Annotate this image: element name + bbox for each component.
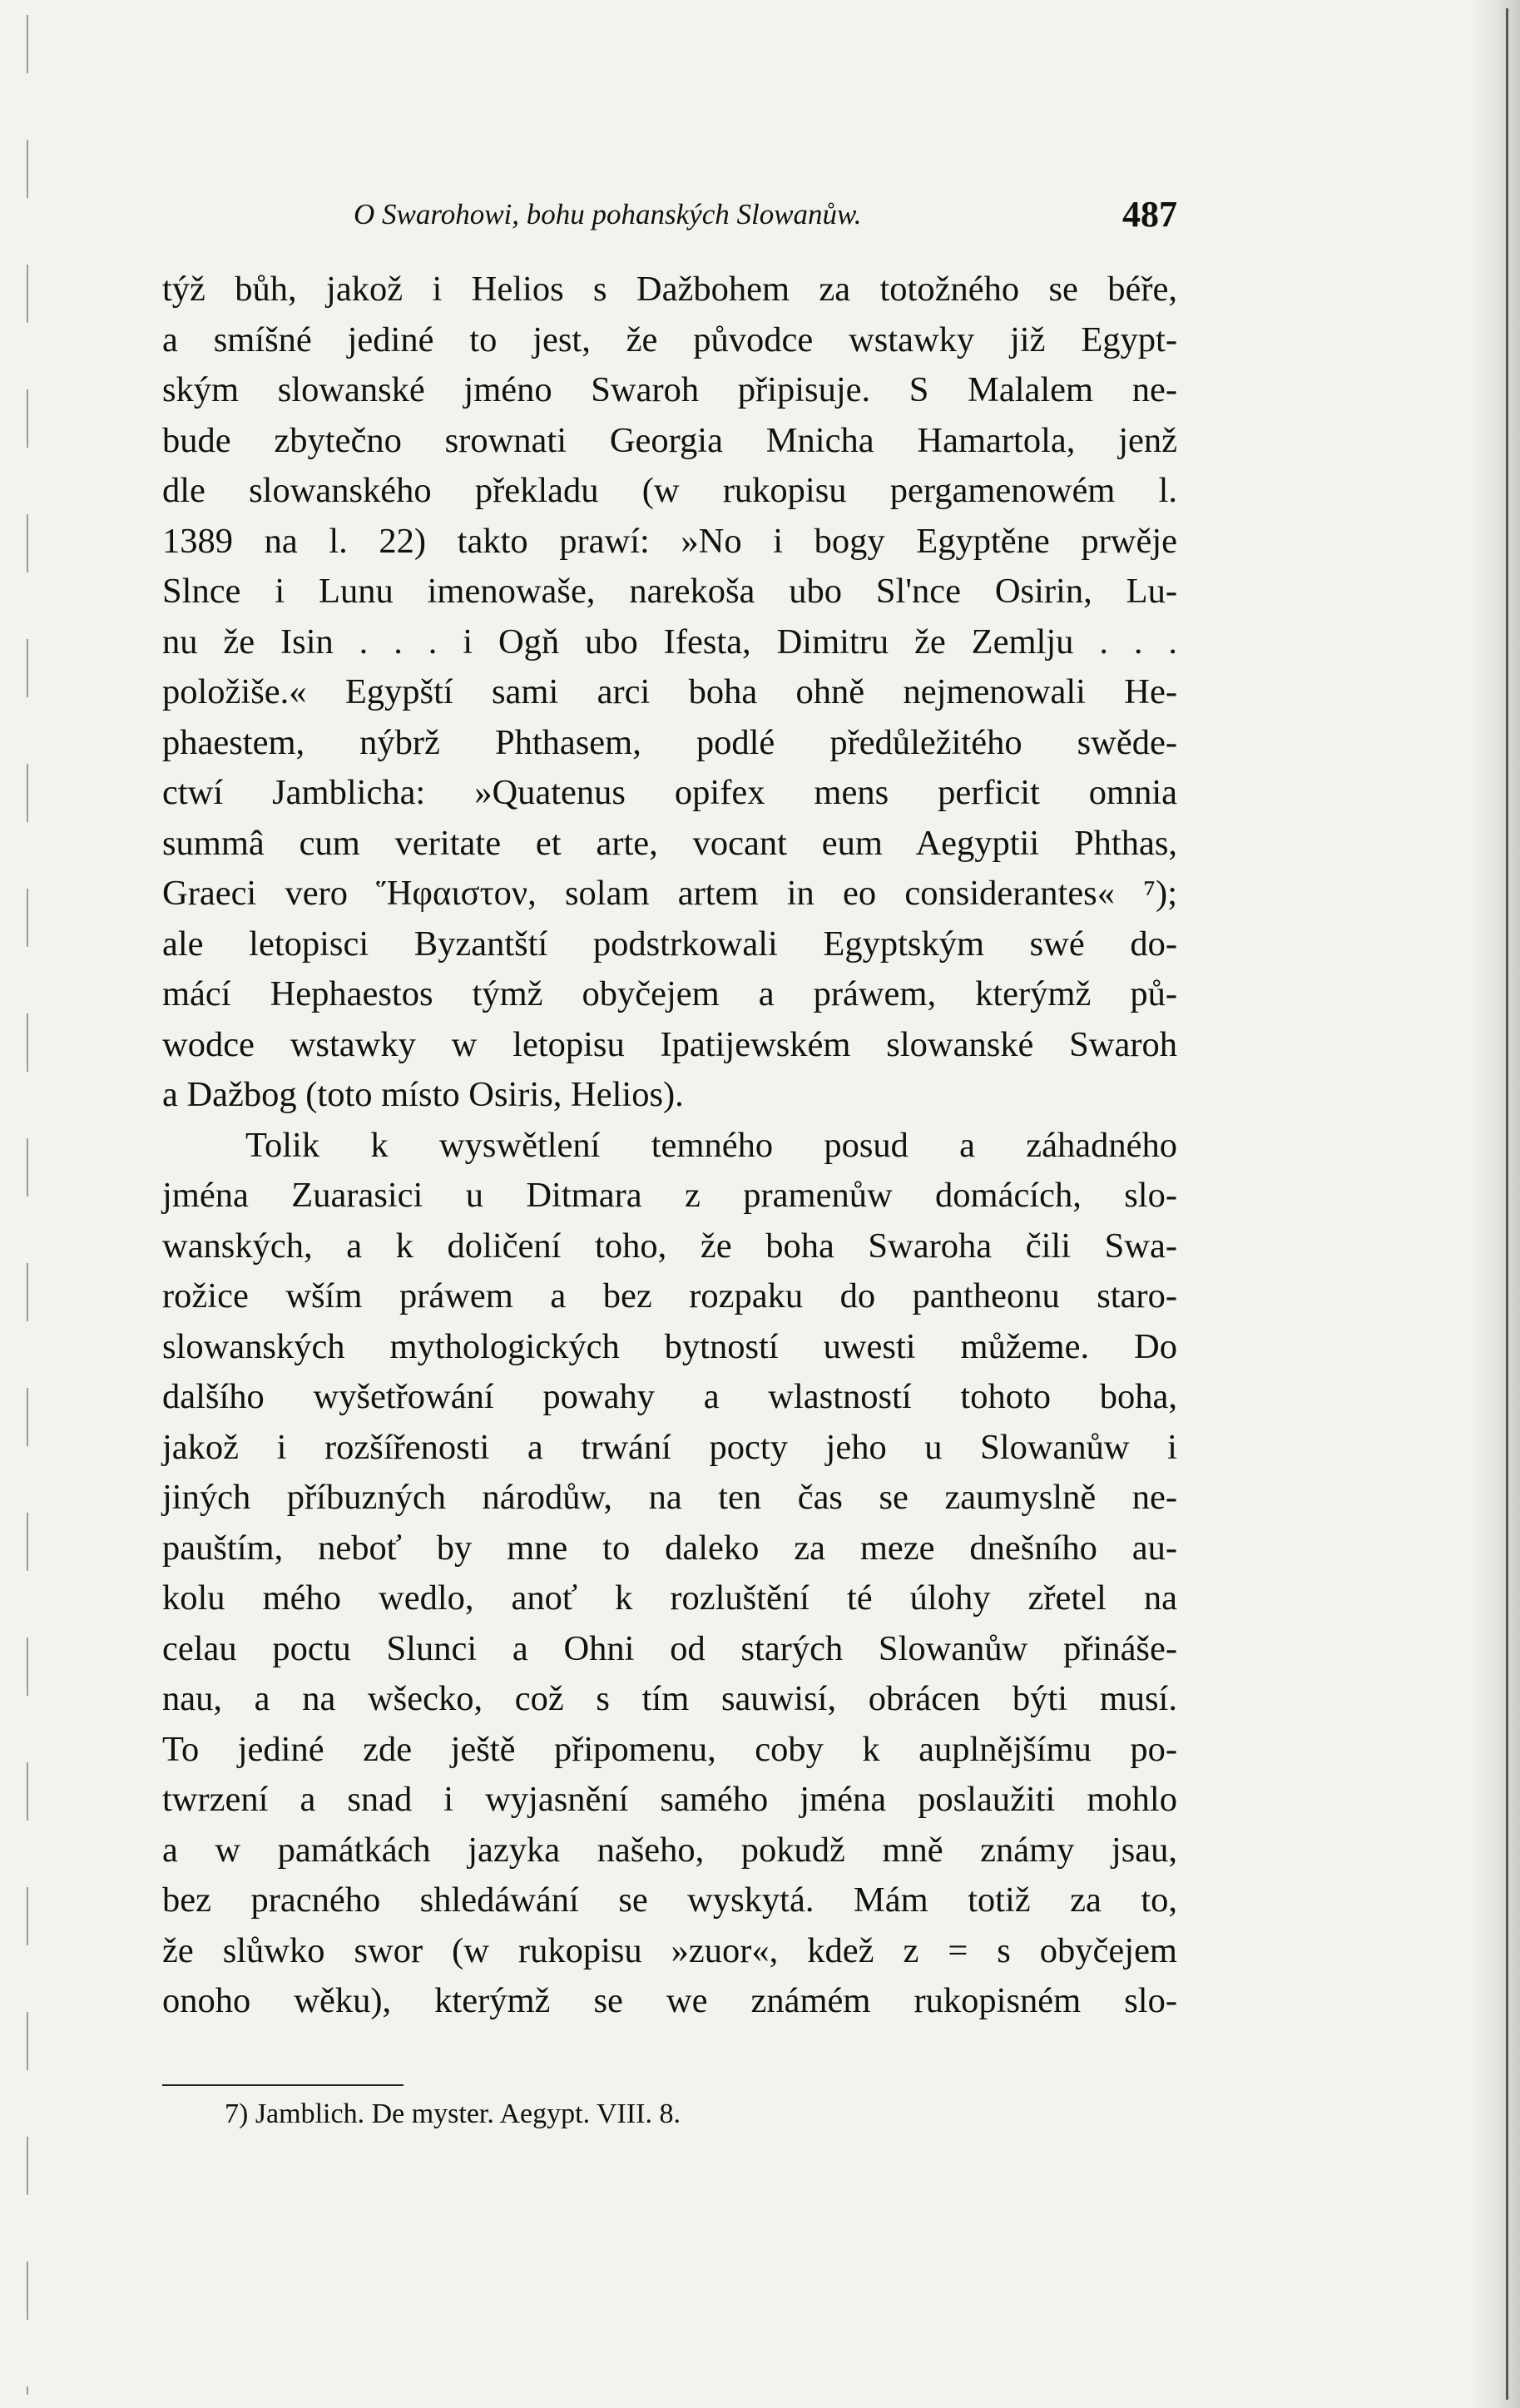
text-line: wodce wstawky w letopisu Ipatijewském slowanské Swaroh	[162, 1024, 1177, 1064]
text-line: dalšího wyšetřowání powahy a wlastností tohoto boha,	[162, 1377, 1177, 1416]
text-line: 1389 na l. 22) takto prawí: »No i bogy Egyptěne prwěje	[162, 521, 1177, 561]
text-line: rožice wším práwem a bez rozpaku do pantheonu staro-	[162, 1276, 1177, 1315]
page-edge-line-right	[1506, 8, 1508, 2400]
text-line: bude zbytečno srownati Georgia Mnicha Hamartola, jenž	[162, 420, 1177, 460]
text-line: dle slowanského překladu (w rukopisu pergamenowém l.	[162, 471, 1177, 510]
body-text	[162, 265, 1177, 2027]
running-title: O Swarohowi, bohu pohanských Slowanůw.	[354, 198, 862, 230]
text-line: Slnce i Lunu imenowaše, narekoša ubo Sl'nce Osirin, Lu-	[162, 572, 1177, 611]
text-line: ale letopisci Byzantští podstrkowali Egyptským swé do-	[162, 924, 1177, 964]
text-line: jména Zuarasici u Ditmara z pramenůw domácích, slo-	[162, 1176, 1177, 1215]
text-line: že slůwko swor (w rukopisu »zuor«, kdež z = s obyčejem	[162, 1930, 1177, 1970]
text-line: twrzení a snad i wyjasnění samého jména poslaužiti mohlo	[162, 1780, 1177, 1819]
text-line: týž bůh, jakož i Helios s Dažbohem za totožného se béře,	[162, 270, 1177, 309]
text-line: Tolik k wyswětlení temného posud a záhadného	[245, 1125, 1177, 1165]
text-line: položiše.« Egypští sami arci boha ohně nejmenowali He-	[162, 672, 1177, 711]
text-line: Graeci vero Ἥφαιστον, solam artem in eo considerantes« ⁷);	[162, 874, 1177, 913]
page-number: 487	[1122, 194, 1177, 235]
text-line: bez pracného shledáwání se wyskytá. Mám totiž za to,	[162, 1880, 1177, 1920]
text-line: celau poctu Slunci a Ohni od starých Slowanůw přináše-	[162, 1628, 1177, 1668]
text-line: ctwí Jamblicha: »Quatenus opifex mens perficit omnia	[162, 773, 1177, 812]
text-line: nu že Isin . . . i Ogň ubo Ifesta, Dimitru že Zemlju . . .	[162, 622, 1177, 661]
text-line: slowanských mythologických bytností uwesti můžeme. Do	[162, 1326, 1177, 1366]
page-edge-shadow	[1470, 0, 1520, 2408]
page-header	[162, 193, 1177, 243]
footnote-rule	[162, 2084, 404, 2086]
text-line: To jediné zde ještě připomenu, coby k auplnějšímu po-	[162, 1729, 1177, 1769]
page-edge-line-left	[27, 15, 28, 2395]
text-line: jiných příbuzných národůw, na ten čas se zaumyslně ne-	[162, 1478, 1177, 1517]
text-line: a w památkách jazyka našeho, pokudž mně známy jsau,	[162, 1830, 1177, 1870]
text-line: ským slowanské jméno Swaroh připisuje. S Malalem ne-	[162, 370, 1177, 409]
text-line: pauštím, neboť by mne to daleko za meze dnešního au-	[162, 1528, 1177, 1568]
text-line: jakož i rozšířenosti a trwání pocty jeho u Slowanůw i	[162, 1427, 1177, 1467]
text-line: wanských, a k doličení toho, že boha Swaroha čili Swa-	[162, 1226, 1177, 1266]
text-line: a Dažbog (toto místo Osiris, Helios).	[162, 1075, 684, 1114]
text-line: kolu mého wedlo, anoť k rozluštění té úlohy zřetel na	[162, 1578, 1177, 1618]
text-line: summâ cum veritate et arte, vocant eum Aegyptii Phthas,	[162, 823, 1177, 863]
footnote: 7) Jamblich. De myster. Aegypt. VIII. 8.	[225, 2098, 681, 2129]
text-line: a smíšné jediné to jest, že původce wstawky již Egypt-	[162, 320, 1177, 359]
text-line: phaestem, nýbrž Phthasem, podlé předůležitého swěde-	[162, 722, 1177, 762]
text-line: mácí Hephaestos týmž obyčejem a práwem, kterýmž pů-	[162, 974, 1177, 1013]
text-line: nau, a na wšecko, což s tím sauwisí, obrácen býti musí.	[162, 1679, 1177, 1718]
text-line: onoho wěku), kterýmž se we známém rukopisném slo-	[162, 1981, 1177, 2020]
